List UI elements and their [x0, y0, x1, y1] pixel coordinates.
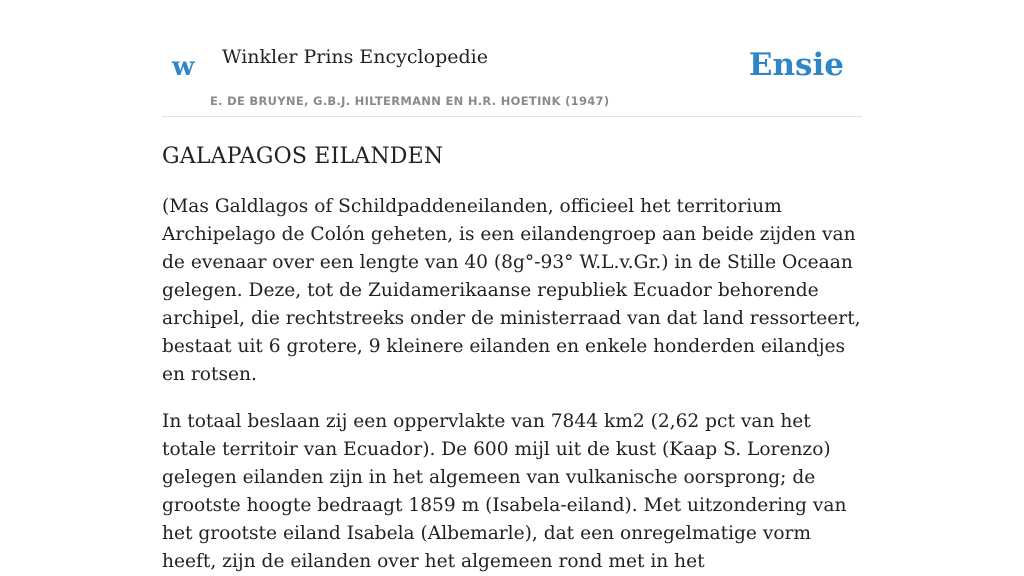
- publication-title[interactable]: Winkler Prins Encyclopedie: [222, 46, 488, 68]
- article-paragraph: In totaal beslaan zij een oppervlakte van 7844 km2 (2,62 pct van het totale territoir van Ecuador). De 600 mijl uit de kust (Kaap S. Lorenzo) gelegen eilanden zijn in het algemeen van vulkanische oorsprong; de grootste hoogte bedraagt 1859 m (Isabela-eiland). Met uitzondering van het grootste eiland Isabela (Albemarle), dat een onregelmatige vorm heeft, zijn de eilanden over het algemeen rond met in het: [162, 411, 847, 572]
- winkler-prins-logo[interactable]: w: [172, 52, 195, 82]
- header: [162, 0, 862, 117]
- publication-authors: E. DE BRUYNE, G.B.J. HILTERMANN EN H.R. HOETINK (1947): [210, 94, 610, 108]
- ensie-logo[interactable]: Ensie: [748, 47, 844, 83]
- page: [162, 0, 862, 576]
- article-title: GALAPAGOS EILANDEN: [162, 144, 444, 169]
- article-paragraph: (Mas Galdlagos of Schildpaddeneilanden, officieel het territorium Archipelago de Colón geheten, is een eilandengroep aan beide zijden van de evenaar over een lengte van 40 (8g°-93° W.L.v.Gr.) in de Stille Oceaan gelegen. Deze, tot de Zuidamerikaanse republiek Ecuador behorende archipel, die rechtstreeks onder de ministerraad van dat land ressorteert, bestaat uit 6 grotere, 9 kleinere eilanden en enkele honderden eilandjes en rotsen.: [162, 196, 861, 385]
